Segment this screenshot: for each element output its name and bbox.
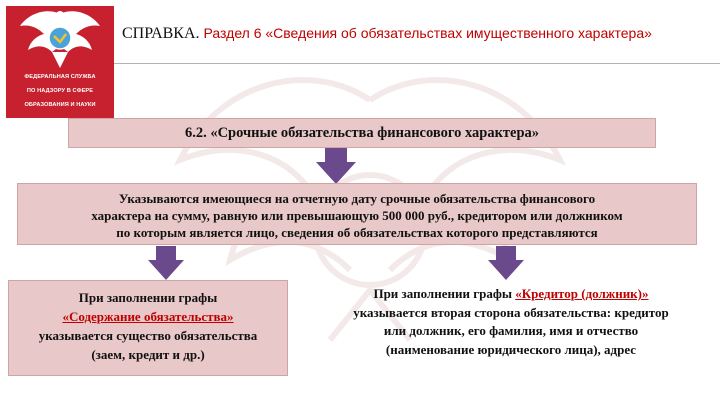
description-line: Указываются имеющиеся на отчетную дату срочные обязательства финансового — [118, 191, 596, 206]
title-main: СПРАВКА. — [122, 25, 200, 42]
note-line: (наименование юридического лица), адрес — [385, 341, 637, 357]
section-heading: 6.2. «Срочные обязательства финансового характера» — [184, 125, 540, 141]
title-section: Раздел 6 «Сведения об обязательствах имущественного характера» — [203, 25, 652, 41]
section-heading-box — [68, 118, 656, 148]
agency-logo — [6, 6, 114, 118]
note-line: (заем, кредит и др.) — [91, 347, 205, 362]
creditor-column-link[interactable]: «Кредитор (должник)» — [515, 286, 649, 301]
creditor-column-note — [306, 285, 716, 359]
agency-line: ОБРАЗОВАНИЯ И НАУКИ — [24, 102, 96, 108]
title-divider — [114, 63, 720, 64]
description-line: по которым является лицо, сведения об обязательствах которого представляются — [116, 225, 598, 240]
content-column-link[interactable]: «Содержание обязательства» — [62, 309, 234, 324]
description-line: характера на сумму, равную или превышающую 500 000 руб., кредитором или должником — [91, 208, 623, 223]
down-arrow-icon — [488, 246, 524, 280]
note-line: При заполнении графы — [78, 290, 218, 305]
down-arrow-icon — [148, 246, 184, 280]
agency-line: ПО НАДЗОРУ В СФЕРЕ — [26, 88, 94, 94]
agency-name — [6, 70, 114, 112]
description-box — [17, 183, 697, 245]
eagle-emblem-icon — [6, 6, 114, 76]
content-column-note-box — [8, 280, 288, 376]
page-title — [122, 25, 712, 43]
down-arrow-icon — [316, 148, 356, 184]
note-line — [306, 285, 716, 304]
note-line: указывается существо обязательства — [38, 328, 258, 343]
note-line: или должник, его фамилия, имя и отчество — [383, 323, 639, 338]
agency-line: ФЕДЕРАЛЬНАЯ СЛУЖБА — [24, 74, 96, 80]
note-line: указывается вторая сторона обязательства: кредитор — [353, 304, 669, 320]
note-prefix: При заполнении графы — [373, 286, 516, 301]
